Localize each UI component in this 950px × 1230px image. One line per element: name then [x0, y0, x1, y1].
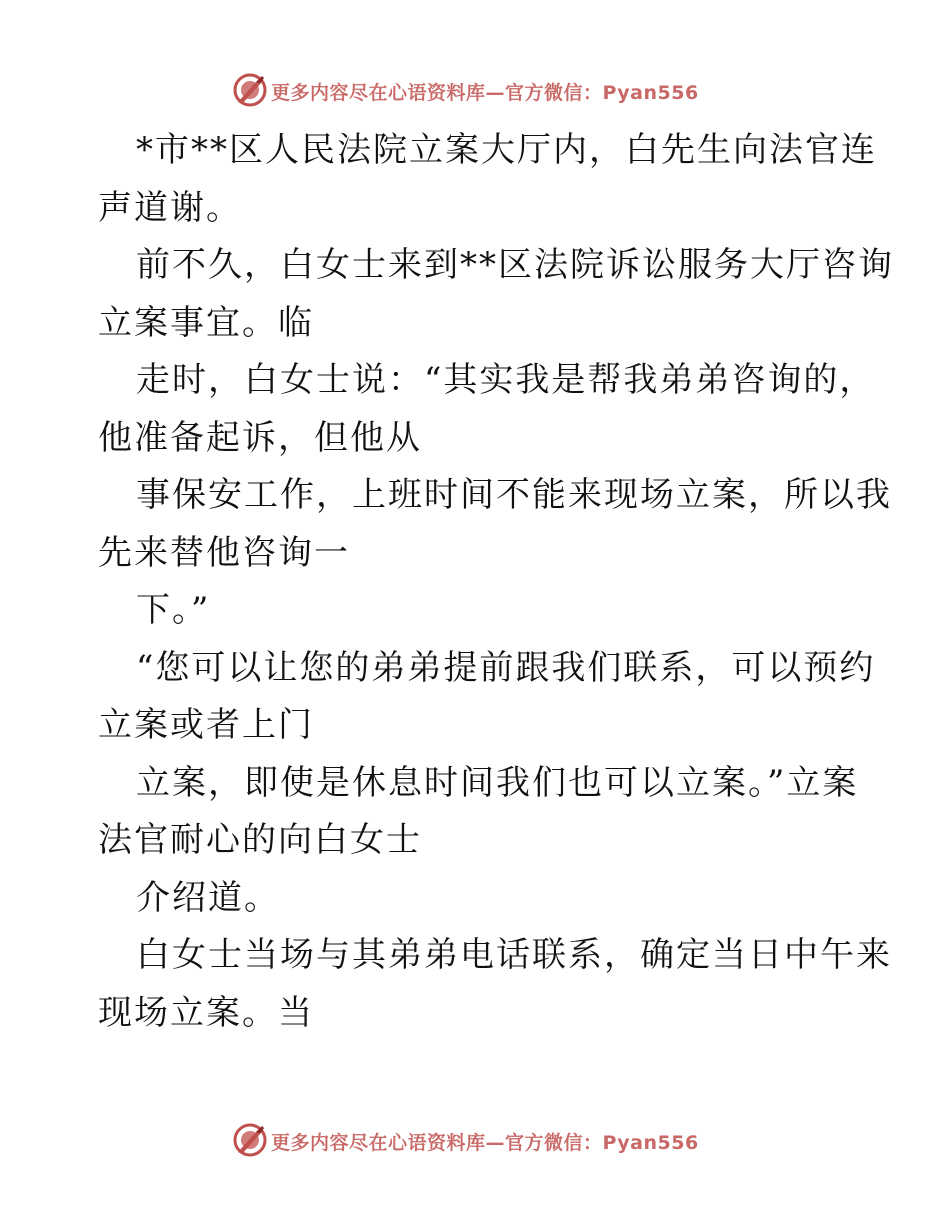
body-line: *市**区人民法院立案大厅内，白先生向法官连 [136, 130, 877, 170]
body-line: 前不久，白女士来到**区法院诉讼服务大厅咨询 [136, 245, 894, 285]
body-line: 立案，即使是休息时间我们也可以立案。”立案 [136, 762, 859, 803]
body-line: 下。” [136, 590, 211, 630]
document-body [98, 122, 894, 1042]
body-line: 立案事宜。临 [98, 302, 314, 343]
body-line: 事保安工作，上班时间不能来现场立案，所以我 [136, 475, 892, 515]
body-line: 白女士当场与其弟弟电话联系，确定当日中午来 [136, 935, 892, 975]
pen-seal-icon [232, 1122, 268, 1158]
footer-watermark-text: 更多内容尽在心语资料库—官方微信：Pyan556 [271, 1132, 699, 1154]
body-line: 走时，白女士说：“其实我是帮我弟弟咨询的， [136, 360, 876, 400]
body-line: 他准备起诉，但他从 [98, 417, 422, 458]
body-line: 介绍道。 [136, 877, 280, 918]
body-line: 先来替他咨询一 [98, 532, 350, 573]
footer-watermark [0, 1120, 950, 1160]
body-line: 现场立案。当 [98, 992, 314, 1033]
body-line: 立案或者上门 [98, 705, 314, 745]
body-line: “您可以让您的弟弟提前跟我们联系，可以预约 [136, 647, 876, 688]
header-watermark-text: 更多内容尽在心语资料库—官方微信：Pyan556 [271, 82, 699, 104]
body-line: 声道谢。 [98, 187, 242, 228]
header-watermark [0, 70, 950, 110]
pen-seal-icon [232, 72, 268, 108]
body-line: 法官耐心的向白女士 [98, 820, 422, 860]
